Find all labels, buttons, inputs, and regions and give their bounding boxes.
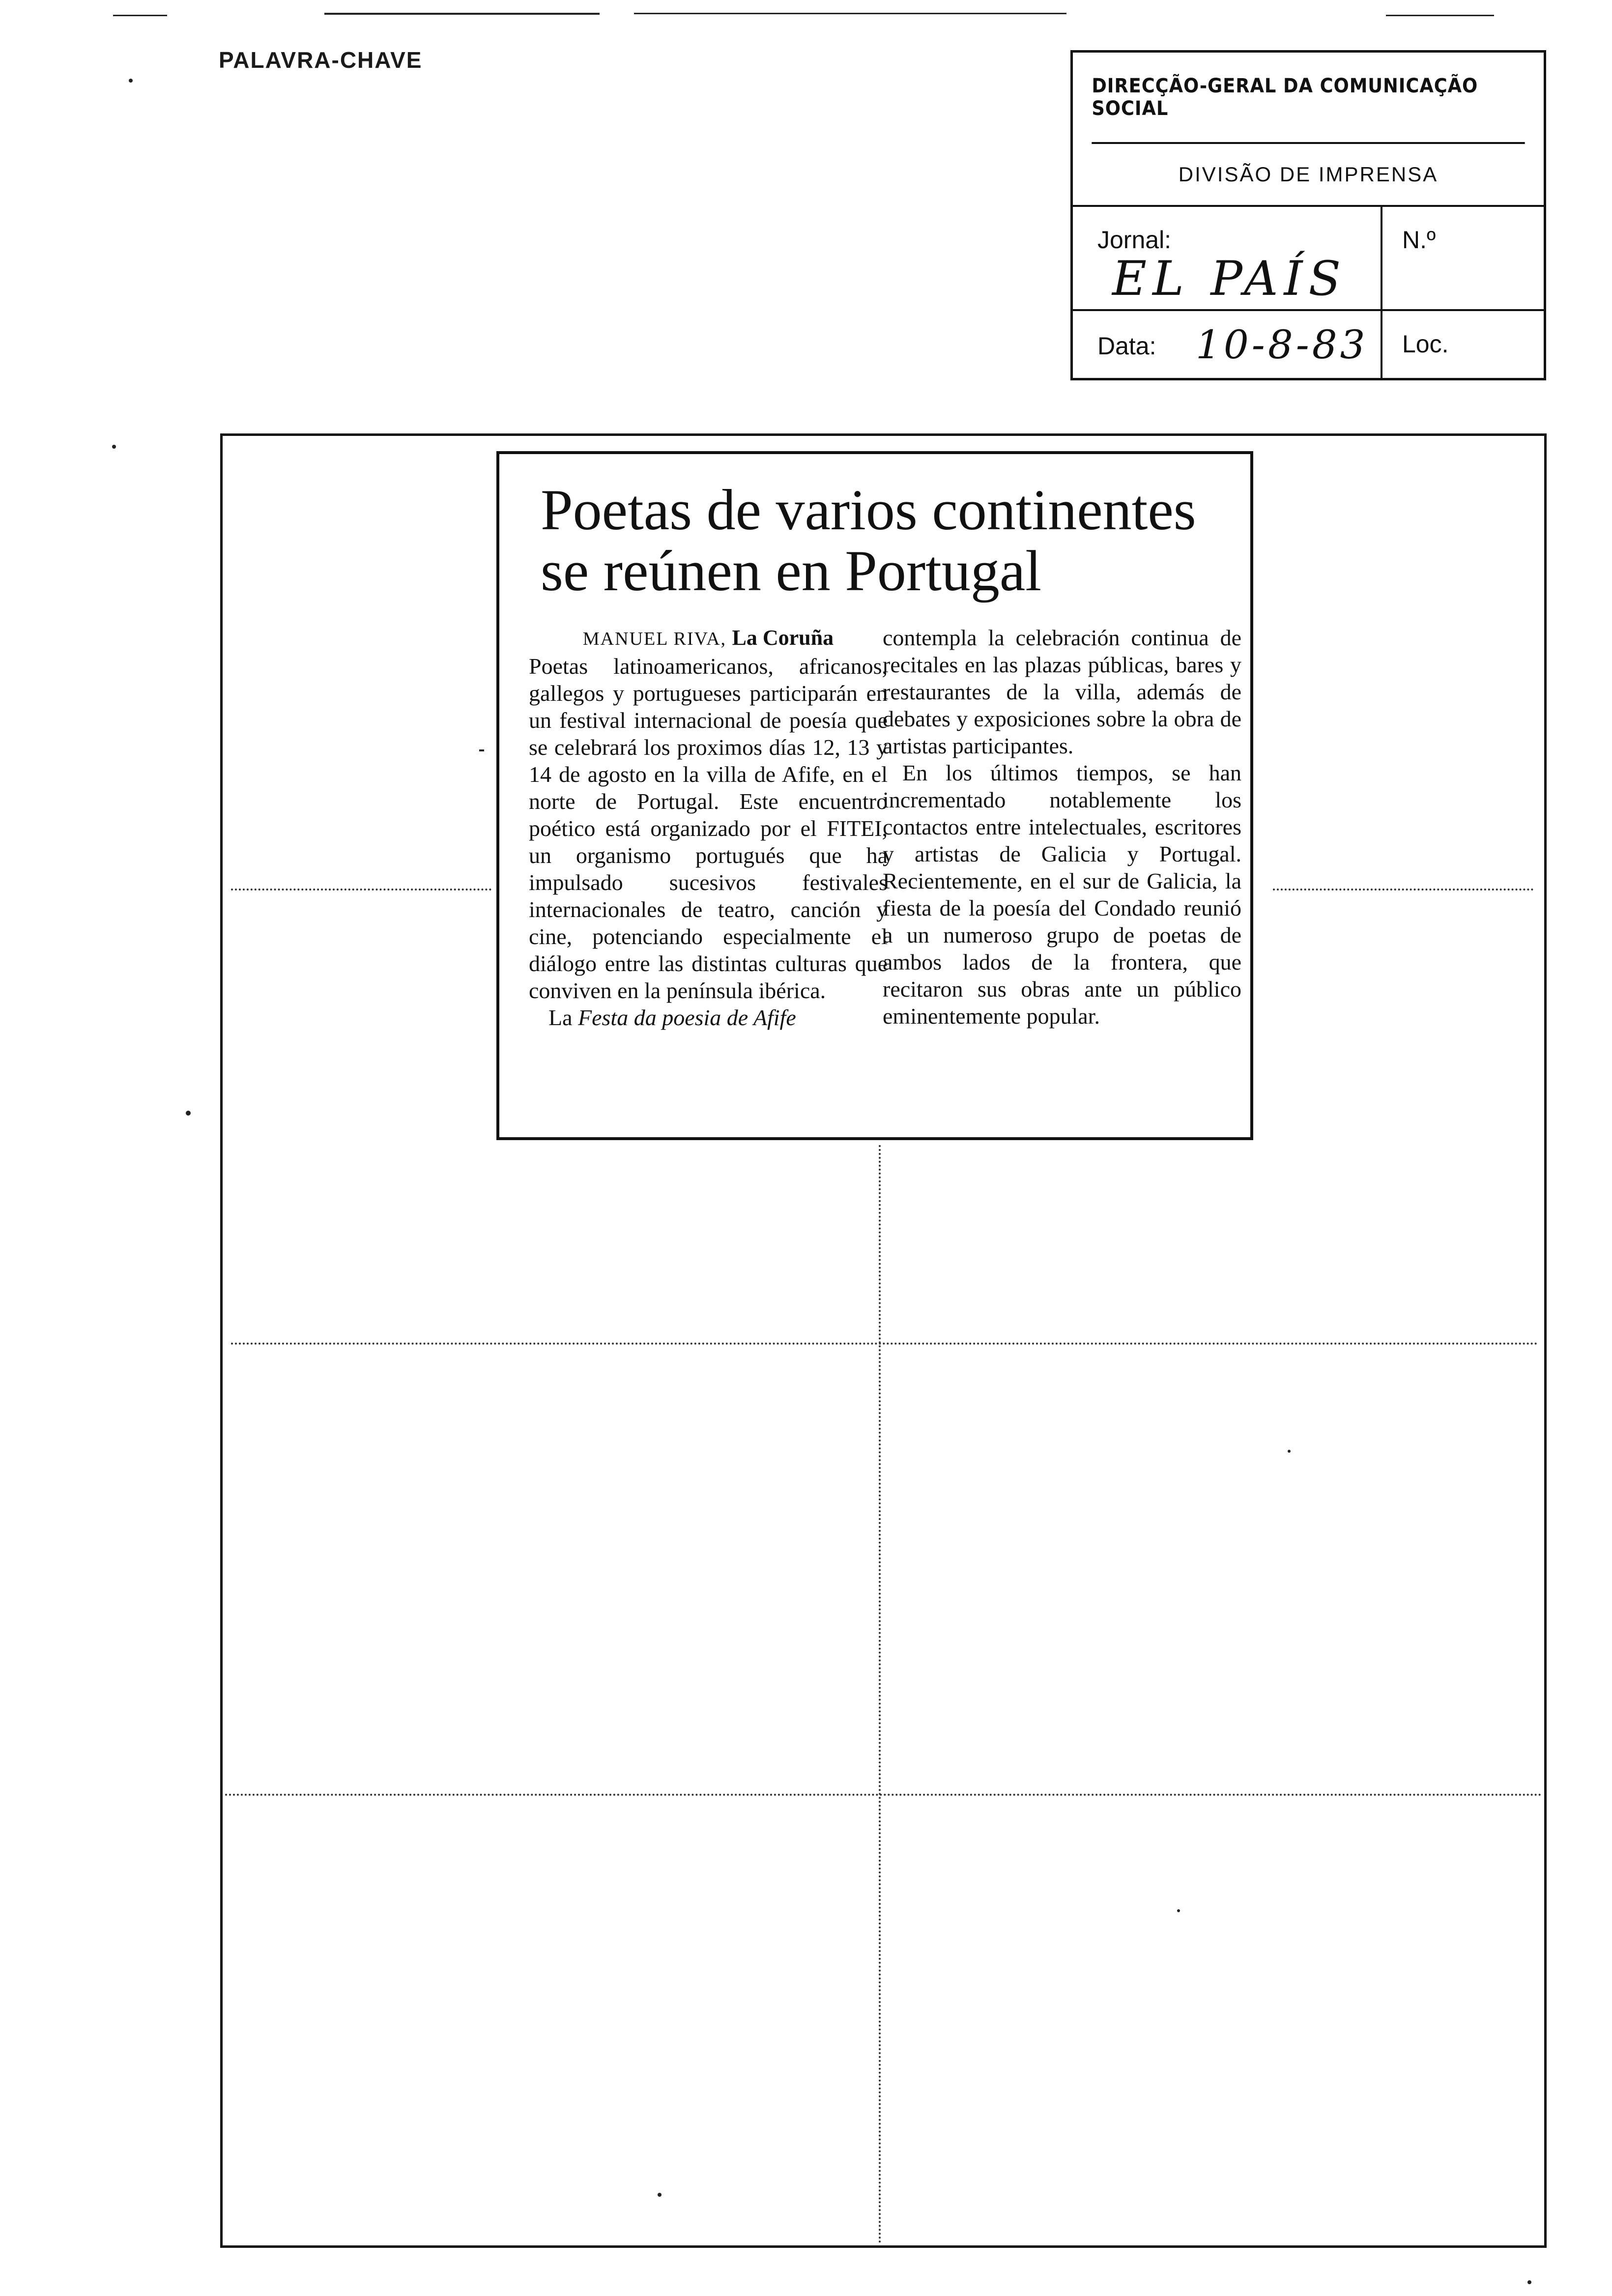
journal-label: Jornal: [1097,226,1172,254]
scan-speck [129,79,133,83]
byline [529,624,888,653]
top-rule-right [634,13,1066,14]
journal-cell [1073,207,1382,311]
headline-line-2: se reúnen en Portugal [541,539,1042,603]
article-paragraph-2-start [529,1004,888,1031]
paragraph-2-lead: La [548,1005,573,1030]
article-paragraph-1: Poetas latinoamericanos, africanos, gallegos y portugueses participarán en un festival internacional de poesía que se celebrará los proximos días 12, 13 y 14 de agosto en la villa de Afife, en el norte de Portugal. Este encuentro poético está organizado por el FITEI, un organismo portugués que ha impulsado sucesivos festivales internacionales de teatro, canción y cine, potenciando especialmente el diálogo entre las distintas culturas que conviven en la península ibérica. [529,654,888,1003]
scan-speck [1288,1450,1291,1453]
festival-title: Festa da poesia de Afife [578,1005,796,1030]
date-handwritten-value: 10-8-83 [1196,322,1368,368]
byline-author: MANUEL RIVA, [582,629,727,649]
header-division: DIVISÃO DE IMPRENSA [1073,144,1544,207]
location-label: Loc. [1402,330,1449,358]
article-column-right [883,624,1241,1030]
scan-speck [479,749,484,751]
top-rule-mid [324,13,600,15]
article-paragraph-3: En los últimos tiempos, se han incrementado notablemente los contactos entre intelectuales, escritores y artistas de Galicia y Portugal. Recientemente, en el sur de Galicia, la fiesta de la poesía del Condado reunió a un numeroso grupo de poetas de ambos lados de la frontera, que recitaron sus obras ante un público eminentemente popular. [883,760,1241,1029]
grid-divider [231,889,491,890]
scan-speck [1177,1909,1180,1912]
newspaper-clipping [496,451,1253,1140]
grid-divider [1273,889,1533,890]
header-title: DIRECÇÃO-GERAL DA COMUNICAÇÃO SOCIAL [1092,53,1525,144]
article-column-left [529,624,888,1031]
article-paragraph-2-rest: contempla la celebración continua de recitales en las plazas públicas, bares y restaurantes de la villa, además de debates y exposiciones sobre la obra de artistas participantes. [883,625,1241,758]
date-label: Data: [1097,332,1156,360]
scan-speck [1527,2280,1531,2284]
top-rule-far [1386,15,1494,16]
journal-handwritten-value: EL PAÍS [1112,251,1347,306]
byline-place: La Coruña [732,626,834,650]
scan-speck [112,445,116,449]
article-headline [541,480,1229,602]
grid-divider [225,1794,1542,1796]
grid-divider [879,1145,881,2244]
number-label: N.º [1402,226,1436,254]
scan-speck [658,2193,662,2197]
top-rule-left [113,15,167,16]
header-box [1070,50,1546,380]
grid-divider [231,1343,1538,1345]
headline-line-1: Poetas de varios continentes [541,478,1196,542]
scan-speck [186,1111,191,1116]
number-cell [1382,207,1544,311]
location-cell [1382,311,1544,378]
keyword-label: PALAVRA-CHAVE [219,47,423,73]
date-cell [1073,311,1382,378]
